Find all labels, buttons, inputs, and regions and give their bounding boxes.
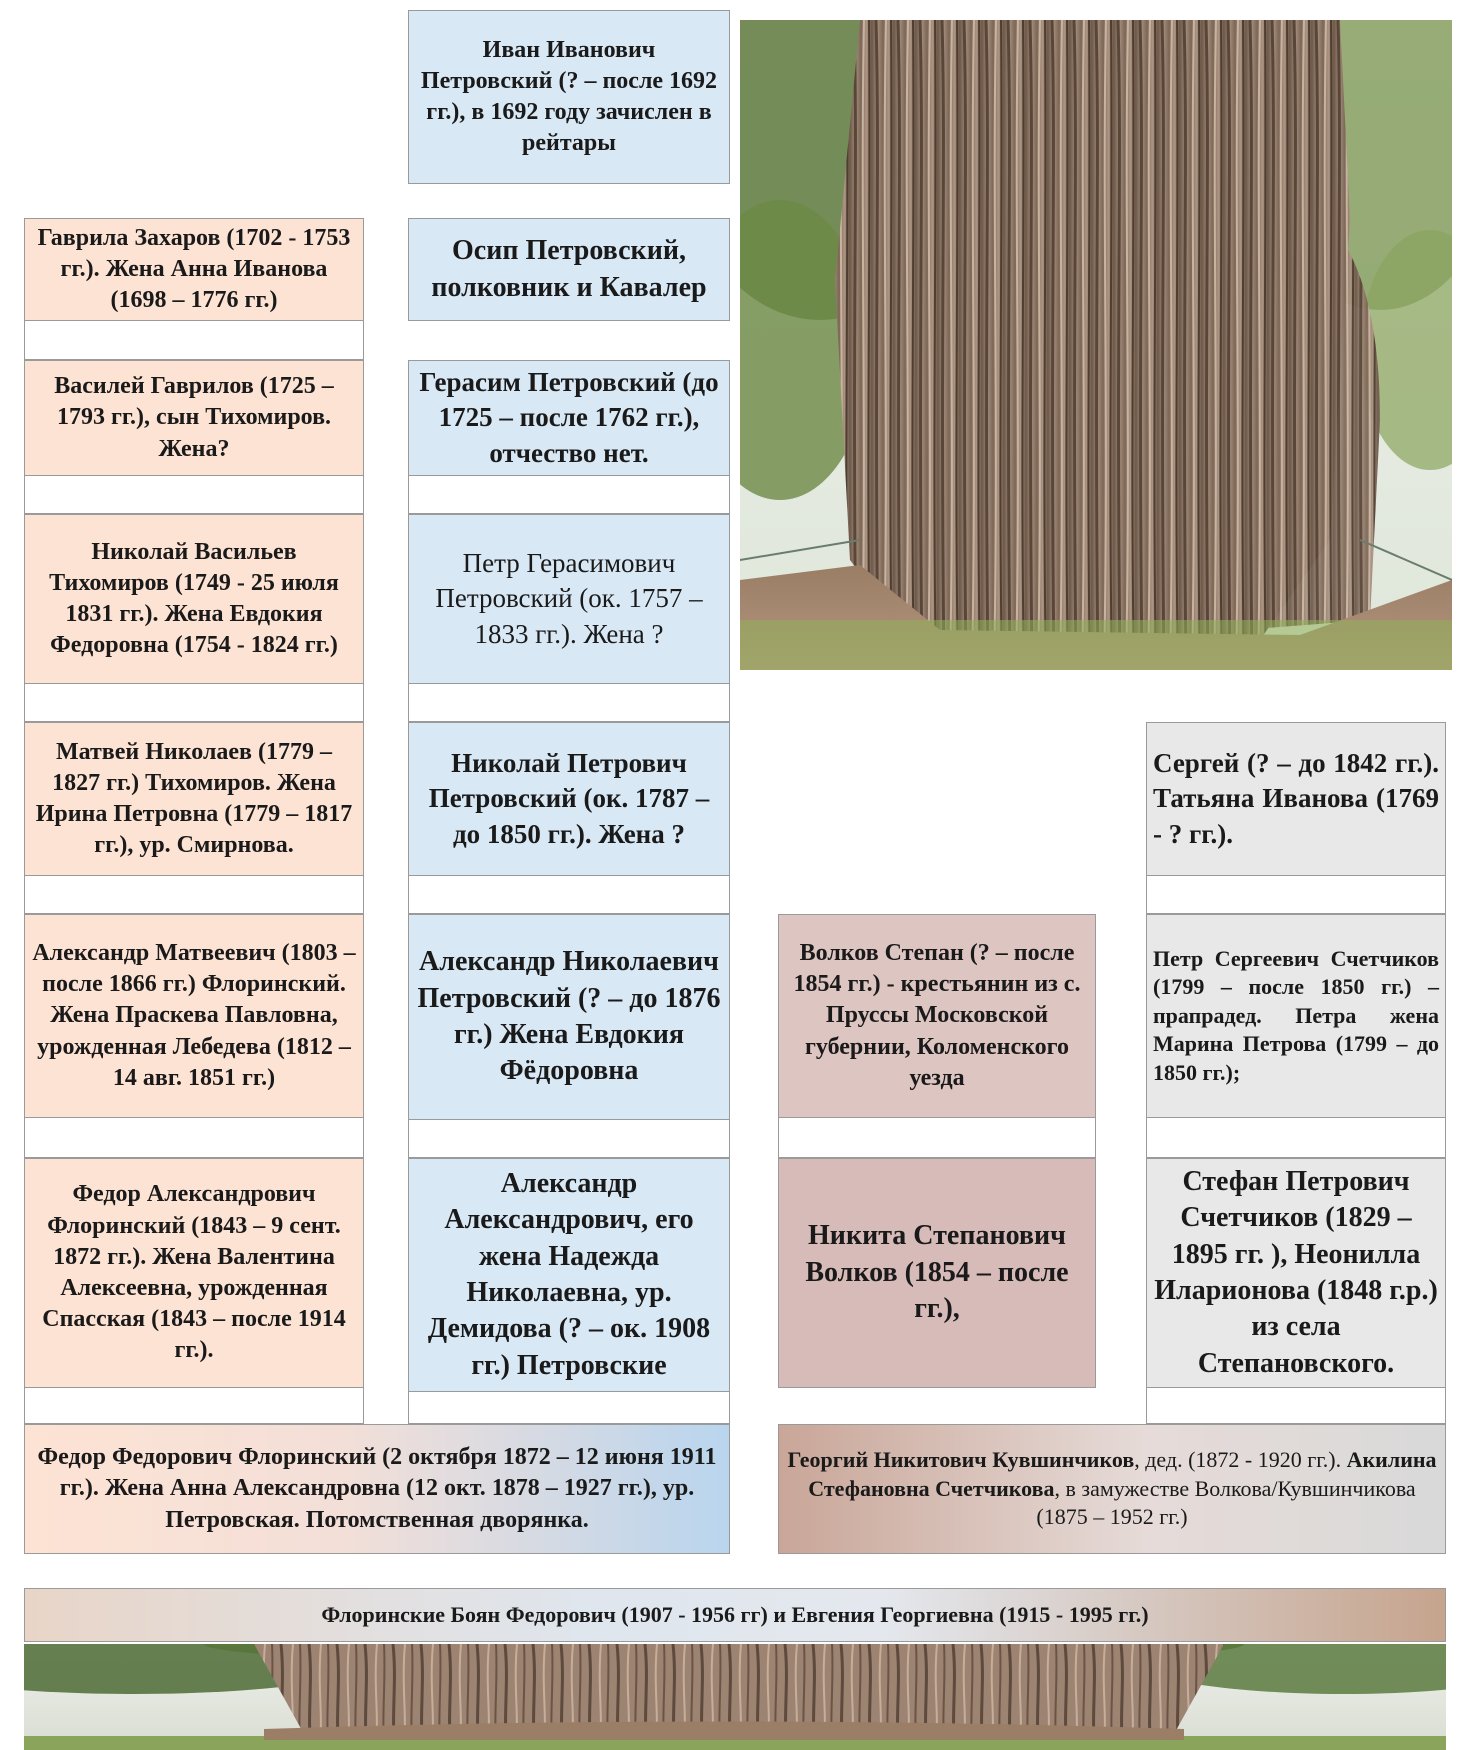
person-fedor-a-text: Федор Александрович Флоринский (1843 – 9 сент. 1872 гг.). Жена Валентина Алексеевна, урожденная Спасская (1843 – после 1914 гг.).: [42, 1181, 346, 1364]
bottom-banner-text: Флоринские Боян Федорович (1907 - 1956 гг) и Евгения Георгиевна (1915 - 1995 гг.): [321, 1601, 1149, 1627]
person-nikolai-v: [24, 514, 364, 684]
spacer: [1146, 1388, 1446, 1424]
panorama-photo: [24, 1644, 1446, 1750]
person-nikolai-v-text: Николай Васильев Тихомиров (1749 - 25 июля 1831 гг.). Жена Евдокия Федоровна (1754 - 1824 гг.): [49, 538, 339, 659]
spacer: [408, 684, 730, 722]
person-petr-s: [1146, 914, 1446, 1118]
spacer: [24, 1388, 364, 1424]
spacer: [408, 1120, 730, 1158]
spacer: [24, 1118, 364, 1158]
person-matvei: [24, 722, 364, 876]
person-osip-text: Осип Петровский, полковник и Кавалер: [431, 235, 707, 303]
person-fedor-f: [24, 1424, 730, 1554]
person-matvei-text: Матвей Николаев (1779 – 1827 гг.) Тихомиров. Жена Ирина Петровна (1779 – 1817 гг.), ур. Смирнова.: [35, 738, 353, 859]
person-nikolai-text: Николай Петрович Петровский (ок. 1787 – до 1850 гг.). Жена ?: [428, 748, 710, 849]
person-fedor-f-text: Федор Федорович Флоринский (2 октября 1872 – 12 июня 1911 гг.). Жена Анна Александровна (12 окт. 1878 – 1927 гг.), ур. Петровская. Потомственная дворянка.: [37, 1444, 717, 1533]
person-georgii-text: [785, 1446, 1439, 1532]
person-aleksandr-n: [408, 914, 730, 1120]
person-aleksandr-n-text: Александр Николаевич Петровский (? – до 1876 гг.) Жена Евдокия Фёдоровна: [417, 946, 721, 1087]
georgii-rest: , дед. (1872 - 1920 гг.).: [1134, 1447, 1347, 1473]
person-vasiley: [24, 360, 364, 476]
spacer: [1146, 1118, 1446, 1158]
person-aleksandr-m: [24, 914, 364, 1118]
person-osip: [408, 218, 730, 321]
spacer: [408, 476, 730, 514]
person-petr: [408, 514, 730, 684]
person-ivan: [408, 10, 730, 184]
person-gavrila: [24, 218, 364, 321]
person-petr-text: Петр Герасимович Петровский (ок. 1757 – 1833 гг.). Жена ?: [435, 548, 703, 649]
person-stefan-text: Стефан Петрович Счетчиков (1829 – 1895 гг. ), Неонилла Иларионова (1848 г.р.) из села Степановского.: [1154, 1165, 1438, 1379]
person-aleksandr-a-text: Александр Александрович, его жена Надежда Николаевна, ур. Демидова (? – ок. 1908 гг.) Петровские: [427, 1167, 711, 1381]
spacer: [408, 1392, 730, 1424]
tree-photo: [740, 20, 1452, 670]
person-fedor-a: [24, 1158, 364, 1388]
person-ivan-text: Иван Иванович Петровский (? – после 1692 гг.), в 1692 году зачислен в рейтары: [420, 36, 718, 157]
spacer: [408, 876, 730, 914]
person-petr-s-text: Петр Сергеевич Счетчиков (1799 – после 1850 гг.) – прапрадед. Петра жена Марина Петрова (1799 – до 1850 гг.);: [1153, 945, 1439, 1085]
georgii-name: Георгий Никитович Кувшинчиков: [787, 1447, 1135, 1473]
person-gerasim: [408, 360, 730, 476]
person-volkov-stepan: [778, 914, 1096, 1118]
person-volkov-stepan-text: Волков Степан (? – после 1854 гг.) - крестьянин из с. Пруссы Московской губернии, Коломенского уезда: [793, 940, 1081, 1091]
tree-illustration: [740, 20, 1452, 670]
spacer: [778, 1118, 1096, 1158]
person-georgii: [778, 1424, 1446, 1554]
spacer: [1146, 876, 1446, 914]
panorama-illustration: [24, 1644, 1446, 1750]
spacer: [24, 321, 364, 360]
bottom-banner: [24, 1588, 1446, 1642]
person-gerasim-text: Герасим Петровский (до 1725 – после 1762 гг.), отчество нет.: [419, 367, 719, 468]
person-aleksandr-a: [408, 1158, 730, 1392]
spacer: [24, 876, 364, 914]
akilina-name: Акилина Стефановна Счетчикова: [808, 1447, 1437, 1501]
person-nikita-text: Никита Степанович Волков (1854 – после гг.),: [805, 1220, 1069, 1325]
person-gavrila-text: Гаврила Захаров (1702 - 1753 гг.). Жена Анна Иванова (1698 – 1776 гг.): [37, 224, 351, 314]
person-sergei: [1146, 722, 1446, 876]
person-nikita: [778, 1158, 1096, 1388]
person-vasiley-text: Василей Гаврилов (1725 – 1793 гг.), сын Тихомиров. Жена?: [54, 373, 334, 462]
spacer: [24, 476, 364, 514]
person-nikolai: [408, 722, 730, 876]
person-sergei-text: Сергей (? – до 1842 гг.). Татьяна Иванова (1769 - ? гг.).: [1153, 748, 1439, 849]
person-stefan: [1146, 1158, 1446, 1388]
spacer: [24, 684, 364, 722]
person-aleksandr-m-text: Александр Матвеевич (1803 – после 1866 гг.) Флоринский. Жена Праскева Павловна, урожденная Лебедева (1812 – 14 авг. 1851 гг.): [32, 940, 356, 1091]
akilina-rest: , в замужестве Волкова/Кувшинчикова (1875 – 1952 гг.): [1036, 1475, 1416, 1530]
